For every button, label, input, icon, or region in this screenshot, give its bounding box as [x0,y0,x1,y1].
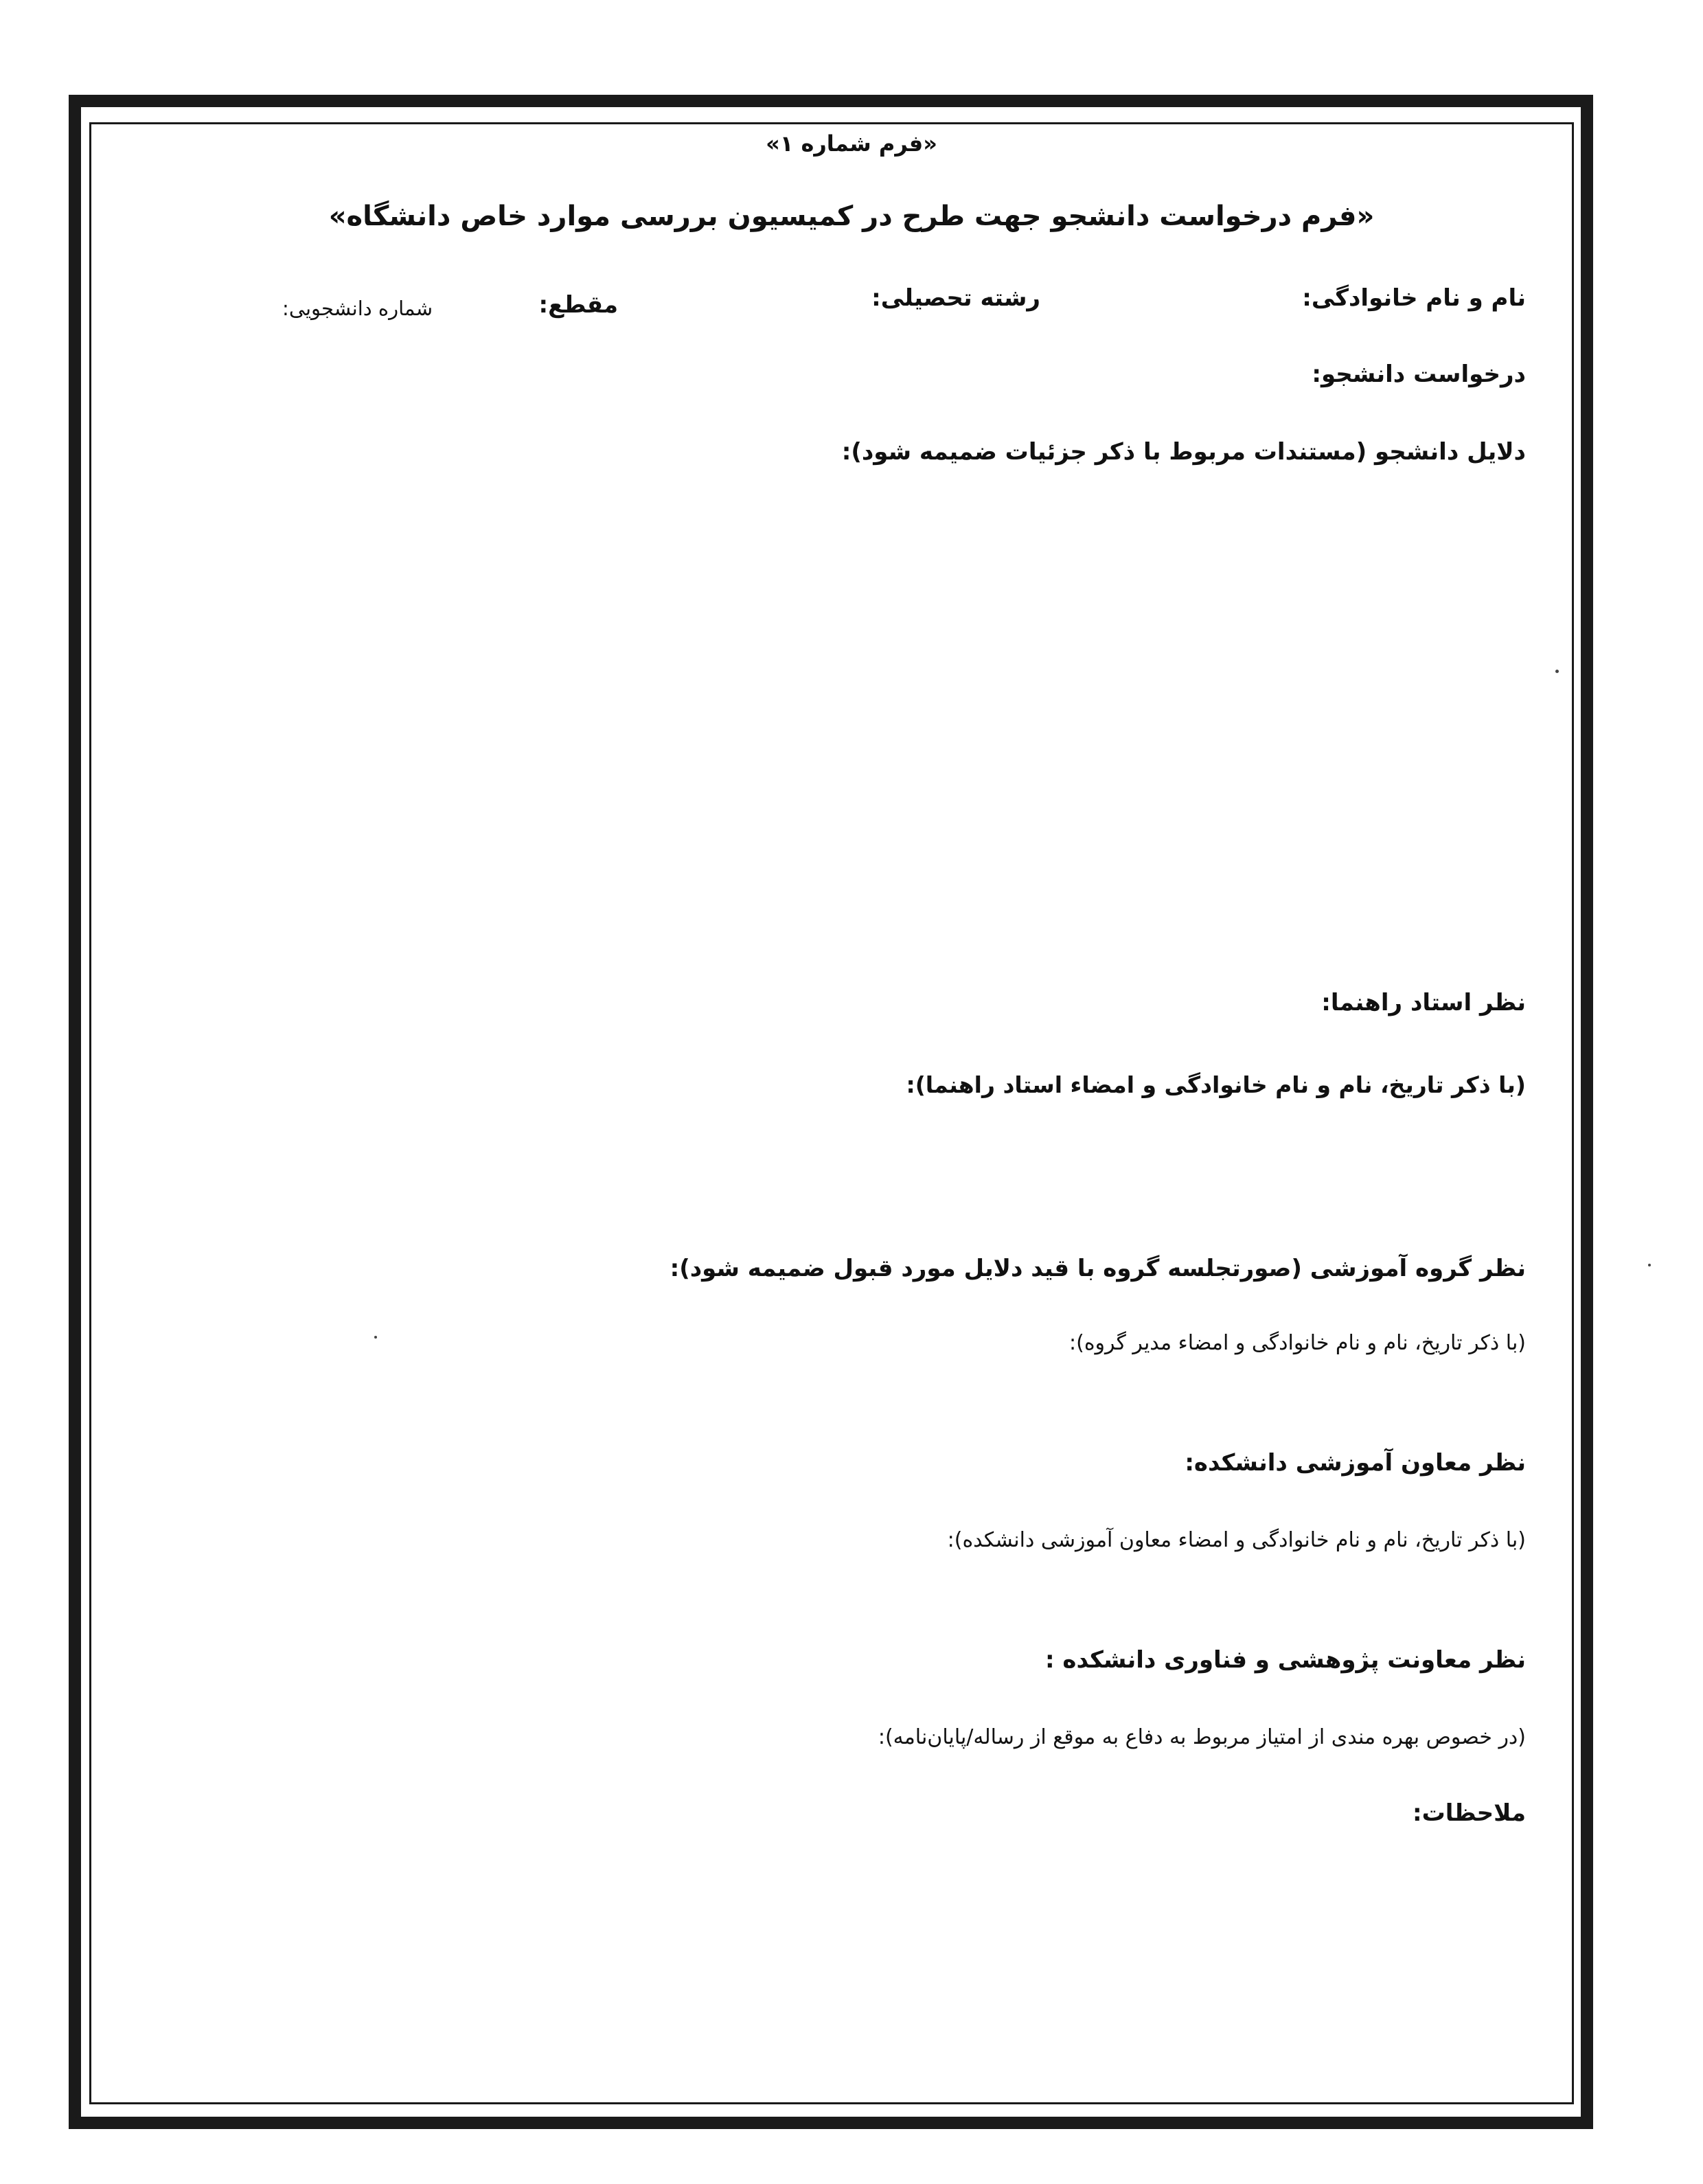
education-deputy-signature-note: (با ذکر تاریخ، نام و نام خانوادگی و امضاء معاون آموزشی دانشکده): [947,1528,1526,1552]
advisor-opinion-label: نظر استاد راهنما: [1321,989,1526,1016]
student-reasons-label: دلایل دانشجو (مستندات مربوط با ذکر جزئیات ضمیمه شود): [841,438,1526,466]
student-reasons-area[interactable] [179,481,1524,975]
field-of-study-label: رشته تحصیلی: [871,284,1040,312]
student-request-label: درخواست دانشجو: [1312,361,1526,388]
remarks-area[interactable] [179,1841,1524,2102]
form-number: «فرم شماره ۱» [766,130,937,157]
group-signature-note: (با ذکر تاریخ، نام و نام خانوادگی و امضاء مدیر گروه): [1069,1331,1526,1355]
advisor-opinion-area[interactable] [179,1113,1524,1243]
scan-speck [1648,1264,1651,1266]
remarks-label: ملاحظات: [1412,1799,1526,1827]
scan-speck [1555,670,1559,673]
education-deputy-area[interactable] [179,1566,1524,1635]
form-title: «فرم درخواست دانشجو جهت طرح در کمیسیون بررسی موارد خاص دانشگاه» [328,201,1375,232]
name-label: نام و نام خانوادگی: [1302,284,1526,312]
student-number-label: شماره دانشجویی: [282,297,433,320]
scan-speck [374,1336,377,1339]
research-deputy-label: نظر معاونت پژوهشی و فناوری دانشکده : [1044,1646,1526,1674]
group-opinion-area[interactable] [179,1370,1524,1439]
research-deputy-note: (در خصوص بهره مندی از امتیاز مربوط به دفاع به موقع از رساله/پایان‌نامه): [878,1725,1526,1749]
advisor-signature-note: (با ذکر تاریخ، نام و نام خانوادگی و امضاء استاد راهنما): [906,1071,1526,1098]
degree-label: مقطع: [538,291,618,319]
group-opinion-label: نظر گروه آموزشی (صورتجلسه گروه با قید دلایل مورد قبول ضمیمه شود): [670,1255,1526,1282]
education-deputy-label: نظر معاون آموزشی دانشکده: [1185,1449,1526,1477]
